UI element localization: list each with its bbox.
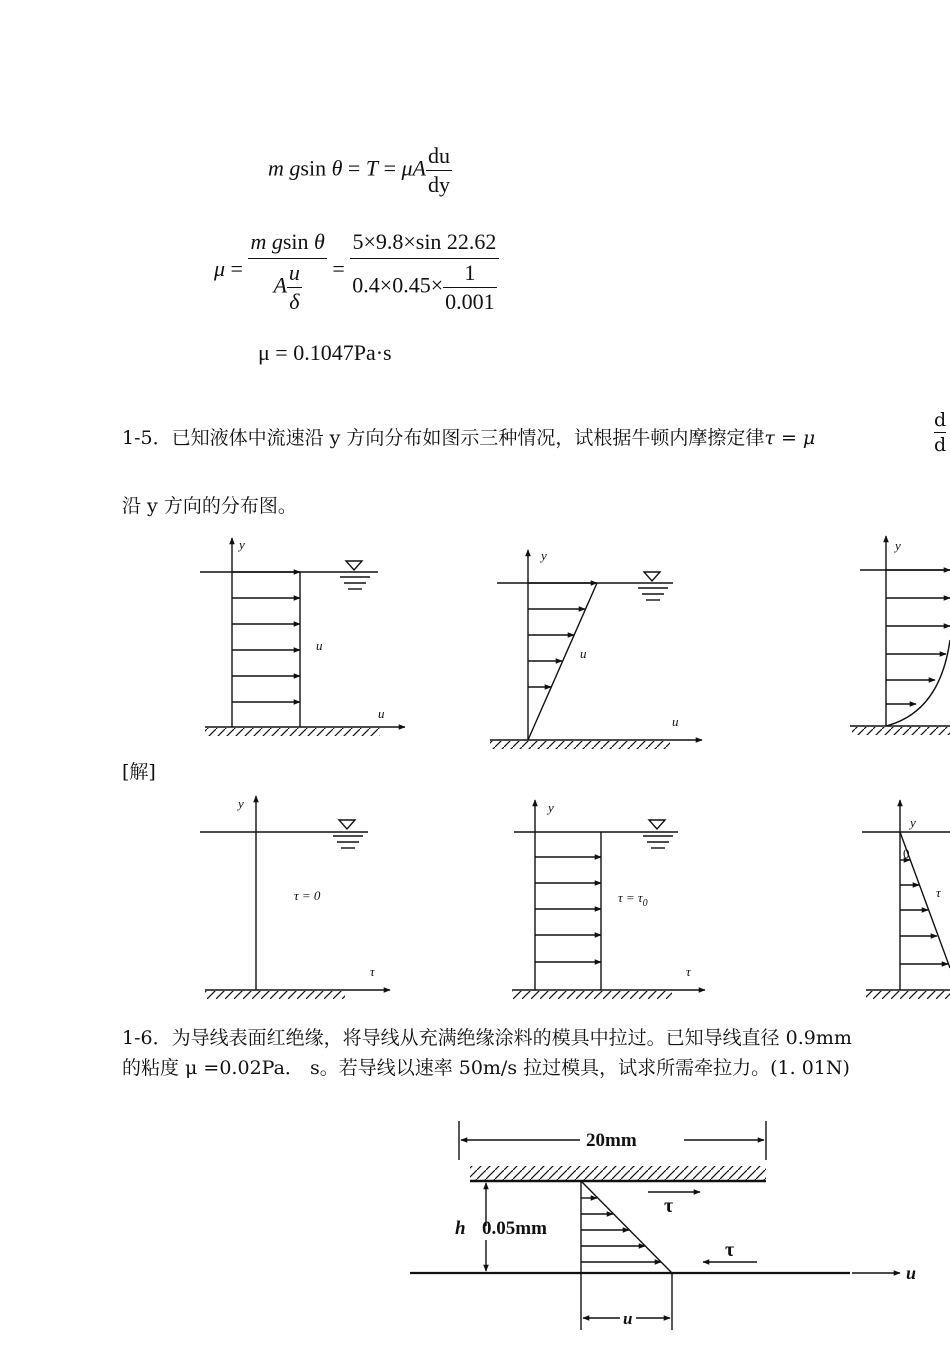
water-level-icon <box>340 561 370 589</box>
problem-1-6-line2: 的粘度 μ =0.02Pa． s。若导线以速率 50m/s 拉过模具，试求所需牵拉力。(1. 01N) <box>122 1057 850 1079</box>
width-dimension-label: 20mm <box>586 1130 637 1151</box>
profile-diagonal <box>581 1181 672 1273</box>
fig3-parabolic-velocity <box>850 536 950 735</box>
problem-1-6-line1: 1-6．为导线表面红绝缘，将导线从充满绝缘涂料的模具中拉过。已知导线直径 0.9mm <box>122 1027 852 1049</box>
top-plate-hatch <box>470 1166 766 1180</box>
gap-h-label: h <box>455 1218 466 1239</box>
fig1-u-label: u <box>316 638 323 653</box>
fig1-uniform-velocity <box>200 538 405 736</box>
fig5-uniform-stress <box>512 800 705 999</box>
fig3-ground-hatch <box>852 727 950 735</box>
fig1-velocity-arrows <box>232 572 300 702</box>
equation-2: μ = m gsin θ A $\frac{u}{\delta}$ = 5×9.8×sin 22.62 0.4×0.45× $\frac{1}{0.001}$ <box>214 226 499 316</box>
fig2-ground-hatch <box>490 741 670 749</box>
fig6-zero-label: 0 <box>903 846 910 861</box>
fig5-ground-hatch <box>512 991 672 999</box>
fig3-y-label: y <box>895 538 901 553</box>
solution-label: [解] <box>122 761 156 783</box>
u-dim-label: u <box>623 1309 633 1328</box>
gap-value-label: 0.05mm <box>482 1218 547 1239</box>
fig2-u-label: u <box>580 646 587 661</box>
equation-1: m gsin θ = T = μA $\frac{du}{dy}$ <box>268 143 450 197</box>
tau-top-label: τ <box>664 1195 674 1217</box>
water-level-icon <box>333 820 363 848</box>
fraction-numeric: 5×9.8×sin 22.62 0.4×0.45× $\frac{1}{0.001}$ <box>350 226 498 316</box>
fig1-u-axis-label: u <box>378 706 385 721</box>
fraction-du-dy: $\frac{du}{dy}$ <box>427 143 450 197</box>
fig4-ground-hatch <box>205 991 345 999</box>
fig4-tau-axis-label: τ <box>370 964 375 979</box>
fig6-stress-arrows <box>900 860 948 964</box>
fraction-mgsin-over-Au: m gsin θ A $\frac{u}{\delta}$ <box>248 226 326 316</box>
fig4-tau-label: τ = 0 <box>294 888 321 903</box>
fig3-velocity-arrows <box>886 570 950 704</box>
fig5-tau-label: $\tau = \tau_0$ <box>618 890 648 909</box>
fig2-linear-velocity <box>490 550 702 749</box>
water-level-icon <box>638 572 668 600</box>
water-level-icon <box>643 820 673 848</box>
equation-3: μ = 0.1047Pa·s <box>258 340 392 365</box>
problem-1-5-line1: 1-5．已知液体中流速沿 y 方向分布如图示三种情况，试根据牛顿内摩擦定律τ = μ <box>122 427 816 449</box>
fig6-ground-hatch <box>866 991 950 999</box>
fig6-tau-label: τ <box>936 885 941 900</box>
problem-1-5-tau-fraction: d d <box>934 409 947 456</box>
fig3-profile <box>886 640 950 726</box>
wire-velocity-arrows <box>581 1198 661 1262</box>
fig4-y-label: y <box>238 796 244 811</box>
fig6-y-label: y <box>910 815 916 830</box>
tau-bottom-label: τ <box>725 1239 735 1261</box>
fig2-velocity-arrows <box>528 583 597 687</box>
problem-1-5-line2: 沿 y 方向的分布图。 <box>122 495 297 517</box>
fig5-stress-arrows <box>535 857 601 962</box>
fig2-y-label: y <box>541 548 547 563</box>
fig5-y-label: y <box>548 800 554 815</box>
fig2-u-axis-label: u <box>672 714 679 729</box>
wire-u-label: u <box>906 1263 917 1283</box>
fig5-tau-axis-label: τ <box>686 964 691 979</box>
fig1-y-label: y <box>239 537 245 552</box>
fig1-ground-hatch <box>205 728 380 736</box>
